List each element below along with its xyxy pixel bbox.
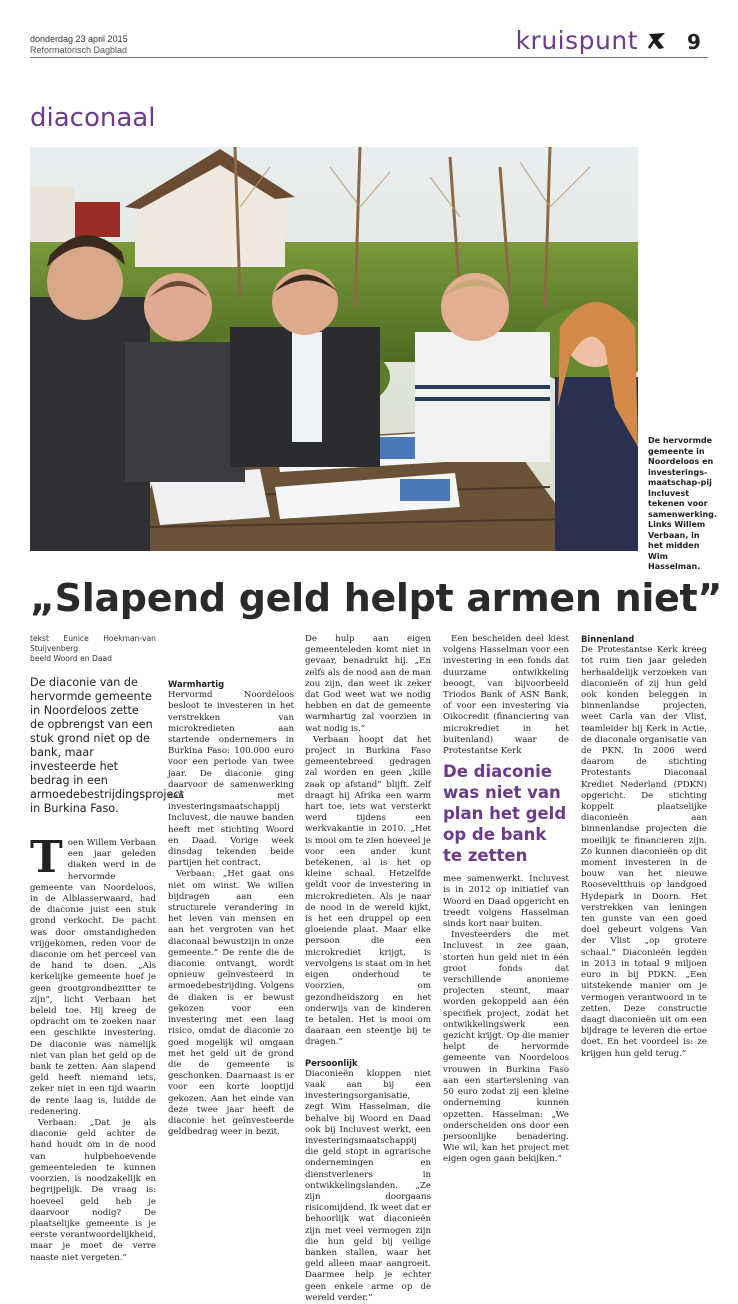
article-paragraph-10: Investeerders die met Incluvest in zee gaan, storten hun geld niet in één groot fonds dat verschillende anonieme projecten steunt, maar worden gekoppeld aan één specifiek project, zodat het ontwikkelingswerk een gezicht krijgt. Op die manier helpt de hervormde gemeente van Noordeloos vrouwen in Burkina Faso aan een starterslening van 50 euro zodat zij een kleine onderneming kunnen opzetten. Hasselman: „We onderscheiden ons door een persoonlijke benadering. Wie wil, kan het project met eigen ogen gaan bekijken.” — [443, 930, 569, 1165]
article-paragraph-2: Verbaan: „Dat je als diaconie geld achter de hand houdt om in de nood van hulpbehoevende gemeenteleden te kunnen voorzien, is noodzakelijk en begrijpelijk. De vraag is: hoeveel geld heb je daarvoor nodig? De plaatselijke gemeente is je eerste verantwoordelijkheid, maar je moet de verre naaste niet vergeten.” — [30, 1118, 156, 1263]
byline-photo: beeld Woord en Daad — [30, 654, 112, 663]
article-paragraph-9: mee samenwerkt. Incluvest is in 2012 op initiatief van Woord en Daad opgericht en treedt volgens Hasselman sinds kort naar buiten. — [443, 874, 569, 930]
article-photo — [30, 147, 638, 551]
article-paragraph-4: Verbaan: „Het gaat ons niet om winst. We willen bijdragen aan een structurele verandering in het leven van mensen en aan het vergroten van het diaconaal bewustzijn in onze gemeente.” De rente die de diaconie ontvangt, wordt opnieuw geïnvesteerd in armoedebestrijding. Volgens de diaken is er bewust gekozen voor een investering met een laag risico, omdat de diaconie zo goed mogelijk wil omgaan met het geld uit de grond die de gemeente is geschonken. Daarnaast is er voor een korte looptijd gekozen. Aan het einde van deze twee jaar heeft de diaconie het geïnvesteerde geldbedrag weer in bezit. — [168, 869, 294, 1138]
drop-cap: T — [30, 832, 63, 883]
photo-caption: De hervormde gemeente in Noordeloos en investerings-maatschap-pij Incluvest tekenen voor samenwerking. Links Willem Verbaan, in het midden Wim Hasselman. — [648, 436, 717, 571]
header-divider — [30, 57, 708, 58]
pull-quote: De diaconie was niet van plan het geld op de bank te zetten — [443, 762, 567, 866]
subheading-binnenland: Binnenland — [581, 634, 635, 644]
subheading-persoonlijk: Persoonlijk — [305, 1057, 358, 1068]
byline-author: tekst Eunice Hoekman-van Stuijvenberg — [30, 634, 156, 653]
article-paragraph-1: Toen Willem Verbaan een jaar geleden diaken werd in de hervormde gemeente van Noordeloos, in de Alblasserwaard, had de diaconie juist een stuk grond verkocht. De pacht was door omstandigheden vrijgekomen, reden voor de diaconie om het perceel van de hand te doen. „Als kerkelijke gemeente hoef je geen grootgrondbezitter te zijn”, licht Verbaan het beleid toe. Hij kreeg de opdracht om te zoeken naar een geschikte investering. De diaconie was namelijk niet van plan het geld op de bank te zetten. Aan slapend geld heeft niemand iets, zeker niet in een tijd waarin de rente laag is, luidde de redenering. — [30, 832, 156, 1117]
article-paragraph-3: Hervormd Noordeloos besloot te investeren in het verstrekken van microkredieten aan startende ondernemers in Burkina Faso: 100.000 euro voor een periode van twee jaar. De diaconie ging daarvoor de samenwerking aan met investeringsmaatschappij Incluvest, die nauwe banden heeft met stichting Woord en Daad. Vorige week dinsdag tekenden beide partijen het contract. — [168, 690, 294, 869]
article-column-5 — [581, 634, 707, 1060]
kruispunt-logo-icon — [647, 31, 667, 51]
masthead-date-block — [30, 34, 128, 56]
section-name: kruispunt — [515, 26, 638, 55]
article-column-3 — [305, 634, 431, 1304]
article-column-4 — [443, 634, 569, 1166]
article-paragraph-5: De hulp aan eigen gemeenteleden komt niet in gevaar, benadrukt hij. „En zelfs als de nood aan de man zou zijn, dan weet ik zeker dat God weet wat we nodig hebben en dat de gemeente warmhartig zal voorzien in wat nodig is.” — [305, 634, 431, 734]
article-column-2 — [168, 670, 294, 1138]
subheading-warmhartig: Warmhartig — [168, 679, 225, 689]
article-paragraph-8: Een bescheiden deel kiest volgens Hasselman voor een investering in een fonds dat duurzame ontwikkeling beoogt, van bijvoorbeeld Triodos Bank of ASN Bank, of voor een investering via Oikocredit (financiering van microkrediet in het buitenland) waar de Protestantse Kerk — [443, 634, 569, 757]
publication-name: Reformatorisch Dagblad — [30, 45, 128, 55]
article-headline: „Slapend geld helpt armen niet” — [30, 576, 723, 620]
article-lead: De diaconie van de hervormde gemeente in Noordeloos zette de opbrengst van een stuk grond niet op de bank, maar investeerde het bedrag in een armoedebestrijdingsproject in Burkina Faso. — [30, 676, 184, 815]
edition-date: donderdag 23 april 2015 — [30, 34, 128, 44]
article-paragraph-6: Verbaan hoopt dat het project in Burkina Faso gemeentebreed gedragen zal worden en geen „kille zaak op afstand” blijft. Zelf draagt hij Afrika een warm hart toe, iets wat versterkt werd tijdens een werkvakantie in 2010. „Het is mooi om te zien hoeveel je voor een ander kunt betekenen, al is het op kleine schaal. Hetzelfde geldt voor de investering in microkredieten. Als je naar de nood in de wereld kijkt, is het een druppel op een gloeiende plaat. Maar elke persoon die een microkrediet krijgt, is vervolgens is staat om in het eigen onderhoud te voorzien, om gezondheidszorg en het onderwijs van de kinderen te betalen. Het is mooi om daaraan een steentje bij te dragen.” — [305, 734, 431, 1048]
article-paragraph-11: De Protestantse Kerk kreeg tot ruim tien jaar geleden herhaaldelijk verzoeken van diaconieën of zij hun geld ook konden beleggen in binnenlandse projecten, weet Carla van der Vlist, teamleider bij Kerk in Actie, de diaconale organisatie van de PKN. In 2006 werd daarom de stichting Protestants Diaconaal Krediet Nederland (PDKN) opgericht. De stichting koppelt plaatselijke diaconieën aan binnenlandse projecten die moeilijk te financieren zijn. Zo kunnen diaconieën op dit moment investeren in de bouw van het nieuwe Rooseveltthuis op landgoed Hydepark in Doorn. Het verstrekken van leningen ten gunste van een goed doel gebeurt volgens Van der Vlist „op grotere schaal.” Diaconieën legden in 2013 in totaal 9 miljoen euro in bij PDKN. „Een uitstekende manier om je vermogen verantwoord in te zetten. Deze constructie daagt diaconieën uit om een bijdrage te leveren die ertoe doet. En het voordeel is: ze krijgen hun geld terug.” — [581, 645, 707, 1059]
photo-signing-ceremony — [30, 147, 638, 551]
article-column-1 — [30, 634, 184, 1264]
page-number: 9 — [687, 30, 701, 54]
byline — [30, 634, 156, 664]
article-paragraph-7: Diaconieën kloppen niet vaak aan bij een investeringsorganisatie, zegt Wim Hasselman, die behalve bij Woord en Daad ook bij Incluvest werkt, een investeringsmaatschappij die geld stopt in agrarische ondernemingen en dienstverleners in ontwikkelingslanden. „Ze zijn doorgaans risicomijdend. Ik weet dat er behoorlijk wat diaconieën zijn met veel vermogen zijn die hun geld bij veilige banken stallen, waar het geld alleen maar aangroeit. Daarmee help je echter geen enkele arme op de wereld verder.” — [305, 1068, 431, 1303]
section-label: diaconaal — [30, 103, 156, 133]
